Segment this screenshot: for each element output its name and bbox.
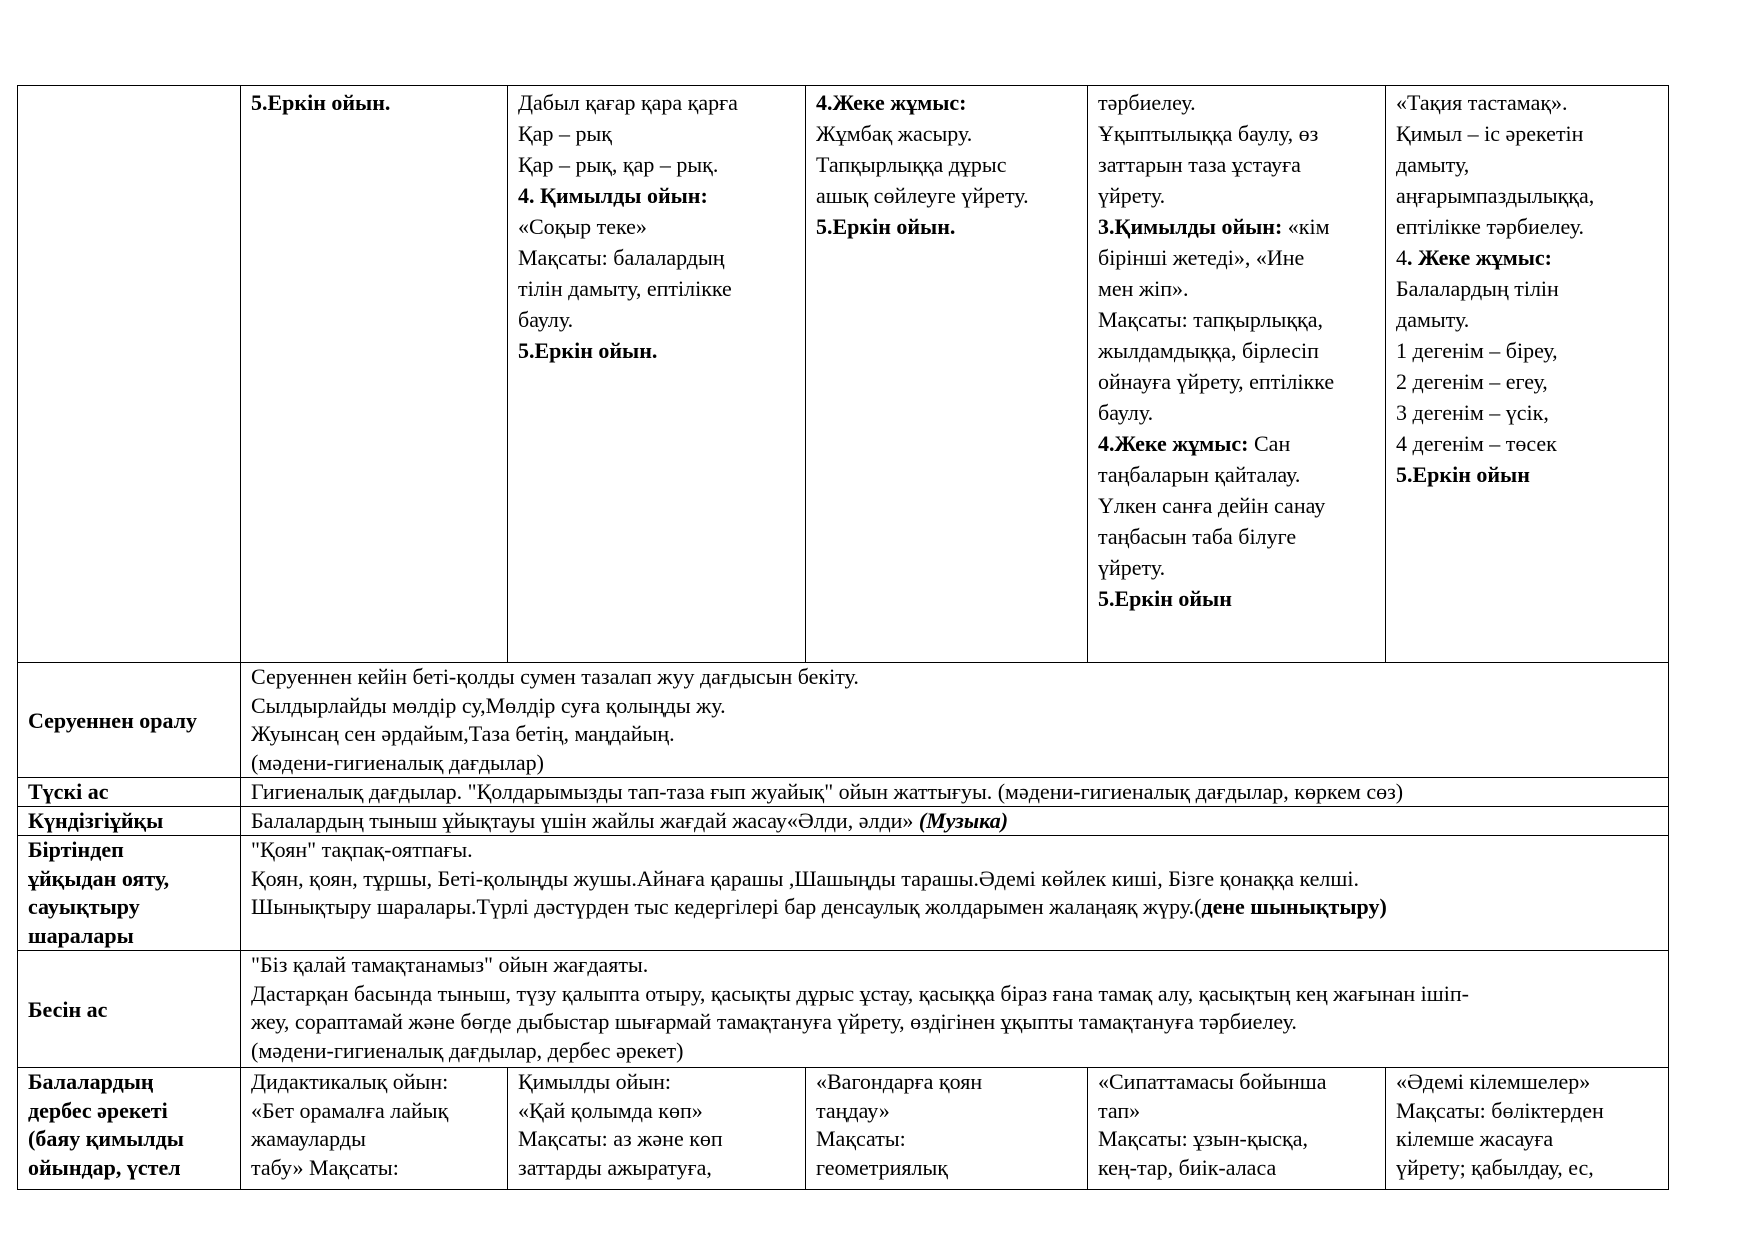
text-line xyxy=(1098,149,1375,180)
text-line xyxy=(1396,180,1658,211)
text-line xyxy=(518,273,795,304)
wake-row-label xyxy=(17,835,241,951)
text-line xyxy=(816,1068,1077,1097)
plain-text: «кім xyxy=(1282,214,1330,239)
text-line xyxy=(1098,521,1375,552)
text-line xyxy=(251,836,1658,865)
top-row-friday-cell xyxy=(1385,85,1669,663)
text-line xyxy=(1098,335,1375,366)
plain-text: «Қай қолымда көп» xyxy=(518,1097,703,1123)
emphasis-text: 4.Жеке жұмыс: xyxy=(816,90,967,115)
plain-text: "Қоян" тақпақ-оятпағы. xyxy=(251,837,473,862)
emphasis-text: 4.Жеке жұмыс: xyxy=(1098,431,1249,456)
plain-text: "Біз қалай тамақтанамыз" ойын жағдаяты. xyxy=(251,952,649,977)
label-line: (баяу қимылды xyxy=(28,1126,184,1151)
plain-text: Жұмбақ жасыру. xyxy=(816,121,973,146)
text-line xyxy=(518,1154,795,1183)
snack-row-label: Бесін ас xyxy=(17,950,241,1068)
plain-text: Сылдырлайды мөлдір су,Мөлдір суға қолыңды жу. xyxy=(251,692,726,718)
text-line xyxy=(251,980,1658,1009)
text-line xyxy=(518,118,795,149)
plain-text: Мақсаты: балалардың xyxy=(518,245,725,270)
plain-text: дамыту, xyxy=(1396,152,1470,177)
plain-text: заттарды ажыратуға, xyxy=(518,1154,712,1180)
plain-text: тілін дамыту, ептілікке xyxy=(518,276,732,301)
text-line xyxy=(816,1097,1077,1126)
text-line xyxy=(816,87,1077,118)
text-line xyxy=(251,1008,1658,1037)
text-line xyxy=(1098,552,1375,583)
label-line: Біртіндеп xyxy=(28,837,124,862)
activity-row-friday-cell xyxy=(1385,1067,1669,1190)
top-row-wednesday-cell xyxy=(805,85,1088,663)
text-line xyxy=(251,1097,497,1126)
plain-text: Мақсаты: ұзын-қысқа, xyxy=(1098,1126,1309,1151)
top-row-label-cell xyxy=(17,85,241,663)
plain-text: Қар – рық xyxy=(518,121,612,146)
text-line xyxy=(1098,1154,1375,1183)
text-line xyxy=(1396,87,1658,118)
plain-text: Балалардың тілін xyxy=(1396,276,1559,301)
plain-text: Гигиеналық дағдылар. "Қолдарымызды тап-таза ғып жуайық" ойын жаттығуы. (мәдени-гигиеналық дағдылар, көркем сөз) xyxy=(251,779,1404,804)
plain-text: бірінші жетеді», «Ине xyxy=(1098,245,1305,270)
text-line xyxy=(251,893,1658,922)
top-row-tuesday-cell xyxy=(507,85,806,663)
plain-text: 2 дегенім – егеу, xyxy=(1396,369,1548,394)
label-line: ұйқыдан ояту, xyxy=(28,865,170,891)
text-line xyxy=(251,1125,497,1154)
text-line xyxy=(251,749,1658,778)
lunch-row-content xyxy=(240,777,1669,807)
text-line xyxy=(1098,273,1375,304)
text-line xyxy=(816,180,1077,211)
plain-text: Үлкен санға дейін санау xyxy=(1098,493,1326,518)
plain-text: таңдау» xyxy=(816,1097,890,1123)
text-line xyxy=(1098,459,1375,490)
plain-text: үйрету. xyxy=(1098,183,1166,208)
text-line xyxy=(1098,118,1375,149)
plain-text: Мақсаты: аз және көп xyxy=(518,1126,723,1151)
text-line xyxy=(251,692,1658,721)
top-row-thursday-cell xyxy=(1087,85,1386,663)
emphasis-text: 4. Қимылды ойын: xyxy=(518,183,708,208)
plain-text: геометриялық xyxy=(816,1154,948,1180)
text-line xyxy=(1098,366,1375,397)
text-line xyxy=(1396,459,1658,490)
text-line xyxy=(1396,1097,1658,1126)
text-line xyxy=(518,211,795,242)
text-line xyxy=(1396,1125,1658,1154)
text-line xyxy=(1098,1125,1375,1154)
plain-text: заттарын таза ұстауға xyxy=(1098,152,1301,177)
label-line: сауықтыру xyxy=(28,894,140,919)
text-line xyxy=(1098,211,1375,242)
text-line xyxy=(518,1068,795,1097)
plain-text: кілемше жасауға xyxy=(1396,1126,1554,1151)
activity-row-thursday-cell xyxy=(1087,1067,1386,1190)
label-line: дербес әрекеті xyxy=(28,1097,168,1123)
snack-row-content xyxy=(240,950,1669,1068)
plain-text: (мәдени-гигиеналық дағдылар) xyxy=(251,749,544,775)
text-line xyxy=(1098,304,1375,335)
plain-text: 4 xyxy=(1396,245,1407,270)
plain-text: кең-тар, биік-аласа xyxy=(1098,1154,1277,1180)
text-line xyxy=(816,211,1077,242)
plain-text: баулу. xyxy=(1098,400,1154,425)
text-line xyxy=(518,1125,795,1154)
text-line xyxy=(518,242,795,273)
emphasis-text: 5.Еркін ойын. xyxy=(518,338,658,363)
plain-text: Балалардың тыныш ұйықтауы үшін жайлы жағдай жасау«Әлди, әлди» xyxy=(251,808,919,833)
text-line xyxy=(251,1068,497,1097)
plain-text: (мәдени-гигиеналық дағдылар, дербес әрекет) xyxy=(251,1037,684,1063)
plain-text: «Соқыр теке» xyxy=(518,214,647,239)
text-line xyxy=(251,951,1658,980)
text-line xyxy=(251,1154,497,1183)
text-line xyxy=(816,118,1077,149)
plain-text: Қар – рық, қар – рық. xyxy=(518,152,719,177)
lunch-row-label: Түскі ас xyxy=(17,777,241,807)
return-row-content xyxy=(240,662,1669,778)
text-line xyxy=(1396,1154,1658,1183)
text-line xyxy=(1396,273,1658,304)
text-line xyxy=(1396,242,1658,273)
text-line xyxy=(1098,242,1375,273)
plain-text: жеу, сораптамай және бөгде дыбыстар шығармай тамақтануға үйрету, өздігінен ұқыпты тамақтануға тәрбиелеу. xyxy=(251,1009,1297,1034)
text-line xyxy=(518,180,795,211)
plain-text: Қимыл – іс әрекетін xyxy=(1396,121,1584,146)
text-line xyxy=(518,335,795,366)
plain-text: «Бет орамалға лайық xyxy=(251,1097,449,1123)
activity-row-wednesday-cell xyxy=(805,1067,1088,1190)
text-line xyxy=(816,1154,1077,1183)
label-line: Балалардың xyxy=(28,1069,154,1094)
text-line xyxy=(1396,428,1658,459)
emphasis-text: 5.Еркін ойын xyxy=(1098,586,1232,611)
text-line xyxy=(1396,397,1658,428)
text-line xyxy=(1098,397,1375,428)
text-line xyxy=(1396,118,1658,149)
plain-text: Дидактикалық ойын: xyxy=(251,1069,449,1094)
text-line xyxy=(1396,1068,1658,1097)
text-line xyxy=(1396,366,1658,397)
plain-text: Мақсаты: xyxy=(816,1126,906,1151)
plain-text: ойнауға үйрету, ептілікке xyxy=(1098,369,1335,394)
plain-text: Тапқырлыққа дұрыс xyxy=(816,152,1007,177)
plain-text: 4 дегенім – төсек xyxy=(1396,431,1557,456)
plain-text: «Вагондарға қоян xyxy=(816,1069,983,1094)
plain-text: тап» xyxy=(1098,1097,1141,1123)
text-line xyxy=(251,865,1658,894)
plain-text: баулу. xyxy=(518,307,574,332)
emphasis-text: 3.Қимылды ойын: xyxy=(1098,214,1283,239)
text-line xyxy=(1098,490,1375,521)
text-line xyxy=(1098,428,1375,459)
text-line xyxy=(251,807,1658,836)
plain-text: Қимылды ойын: xyxy=(518,1069,672,1094)
plain-text: мен жіп». xyxy=(1098,276,1189,301)
emphasis-text: 5.Еркін ойын. xyxy=(816,214,956,239)
plain-text: Мақсаты: тапқырлыққа, xyxy=(1098,307,1323,332)
text-line xyxy=(1396,211,1658,242)
activity-row-label xyxy=(17,1067,241,1190)
text-line xyxy=(518,304,795,335)
plain-text: Ұқыптылыққа баулу, өз xyxy=(1098,121,1319,146)
text-line xyxy=(251,87,497,118)
text-line xyxy=(1098,1097,1375,1126)
plain-text: үйрету. xyxy=(1098,555,1166,580)
plain-text: табу» Мақсаты: xyxy=(251,1154,399,1180)
text-line xyxy=(1098,87,1375,118)
plain-text: «Сипаттамасы бойынша xyxy=(1098,1069,1327,1094)
plain-text: ашық сөйлеуге үйрету. xyxy=(816,183,1029,208)
text-line xyxy=(1396,149,1658,180)
plain-text: дамыту. xyxy=(1396,307,1470,332)
plain-text: жылдамдыққа, бірлесіп xyxy=(1098,338,1319,363)
top-row-monday-cell xyxy=(240,85,508,663)
text-line xyxy=(1098,180,1375,211)
text-line xyxy=(251,720,1658,749)
wake-row-content xyxy=(240,835,1669,951)
text-line xyxy=(518,1097,795,1126)
text-line xyxy=(1098,1068,1375,1097)
plan-table xyxy=(17,85,1669,1190)
emphasis-text: 5.Еркін ойын. xyxy=(251,90,391,115)
text-line xyxy=(816,1125,1077,1154)
plain-text: 1 дегенім – біреу, xyxy=(1396,338,1558,363)
emphasis-text: . Жеке жұмыс: xyxy=(1407,245,1552,270)
text-line xyxy=(518,87,795,118)
plain-text: «Тақия тастамақ». xyxy=(1396,90,1568,115)
text-line xyxy=(251,778,1658,807)
plain-text: таңбаларын қайталау. xyxy=(1098,462,1301,487)
text-line xyxy=(1396,335,1658,366)
plain-text: тәрбиелеу. xyxy=(1098,90,1196,115)
text-line xyxy=(1098,583,1375,614)
label-line: шаралары xyxy=(28,922,134,948)
plain-text: 3 дегенім – үсік, xyxy=(1396,400,1549,425)
plain-text: Сан xyxy=(1248,431,1291,456)
label-line: ойындар, үстел xyxy=(28,1154,181,1180)
emphasis-text: (Музыка) xyxy=(918,808,1009,833)
plain-text: ептілікке тәрбиелеу. xyxy=(1396,214,1585,239)
text-line xyxy=(1396,304,1658,335)
text-line xyxy=(518,149,795,180)
activity-row-monday-cell xyxy=(240,1067,508,1190)
plain-text: Дастарқан басында тыныш, түзу қалыпта отыру, қасықты дұрыс ұстау, қасыққа біраз ғана тамақ алу, қасықтың кең жағынан ішіп- xyxy=(251,980,1469,1006)
plain-text: Мақсаты: бөліктерден xyxy=(1396,1097,1604,1123)
plain-text: таңбасын таба білуге xyxy=(1098,524,1297,549)
activity-row-tuesday-cell xyxy=(507,1067,806,1190)
nap-row-content xyxy=(240,806,1669,836)
plain-text: жамауларды xyxy=(251,1126,366,1151)
plain-text: Шынықтыру шаралары.Түрлі дәстүрден тыс кедергілері бар денсаулық жолдарымен жалаңаяқ жүру.( xyxy=(251,894,1202,919)
emphasis-text: 5.Еркін ойын xyxy=(1396,462,1530,487)
text-line xyxy=(251,1037,1658,1066)
plain-text: Серуеннен кейін беті-қолды сумен тазалап жуу дағдысын бекіту. xyxy=(251,664,859,689)
plain-text: Қоян, қоян, тұршы, Беті-қолыңды жушы.Айнаға қарашы ,Шашыңды тарашы.Әдемі көйлек киші, Бізге қонаққа келші. xyxy=(251,865,1359,891)
plain-text: Дабыл қағар қара қарға xyxy=(518,90,738,115)
emphasis-text: дене шынықтыру) xyxy=(1201,894,1387,919)
nap-row-label: Күндізгіұйқы xyxy=(17,806,241,836)
plain-text: «Әдемі кілемшелер» xyxy=(1396,1069,1591,1094)
plain-text: аңғарымпаздылыққа, xyxy=(1396,183,1595,208)
text-line xyxy=(816,149,1077,180)
return-row-label: Серуеннен оралу xyxy=(17,662,241,778)
plain-text: Жуынсаң сен әрдайым,Таза бетің, маңдайың. xyxy=(251,721,675,746)
text-line xyxy=(251,663,1658,692)
plain-text: үйрету; қабылдау, ес, xyxy=(1396,1154,1594,1180)
